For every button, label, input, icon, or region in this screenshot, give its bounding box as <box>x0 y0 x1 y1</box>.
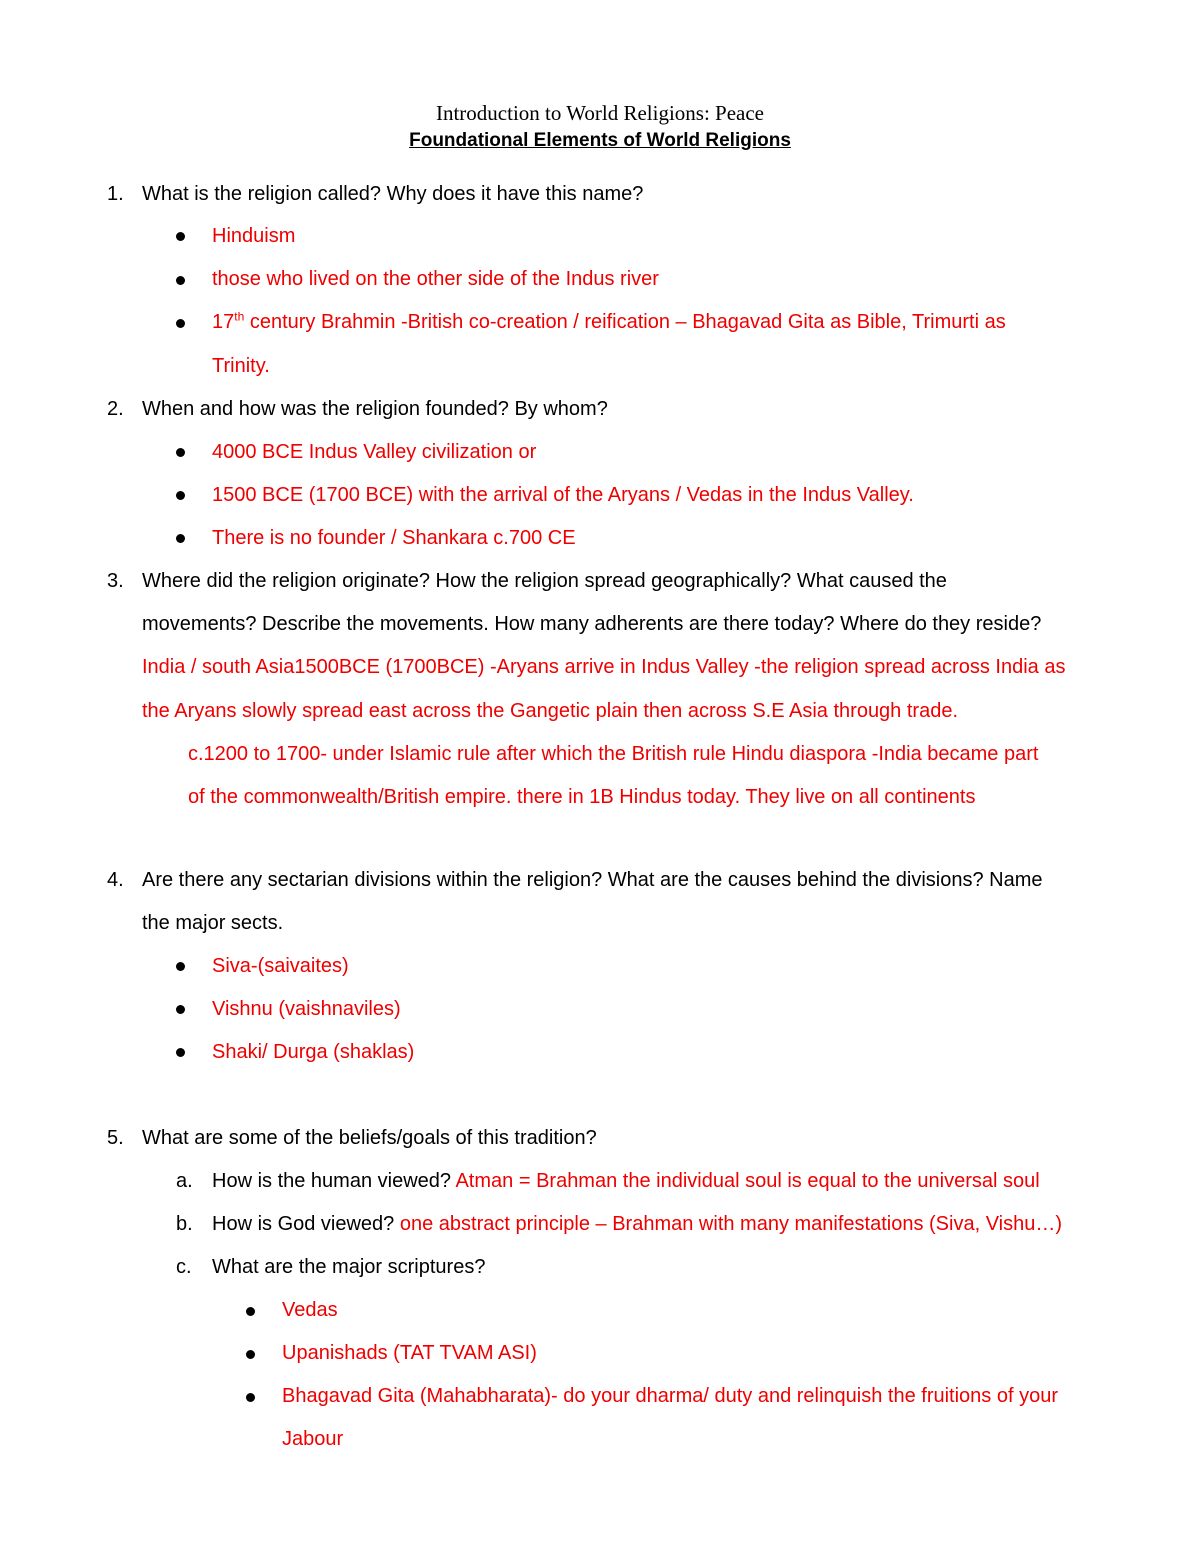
answer-bullet: Vishnu (vaishnaviles) <box>212 998 401 1020</box>
question-text: What is the religion called? Why does it have this name? <box>142 183 644 205</box>
scripture-bullet: Vedas <box>282 1299 338 1321</box>
sub-question-letter: a. <box>176 1170 193 1192</box>
question-number: 4. <box>107 869 124 891</box>
page-subtitle: Foundational Elements of World Religions <box>409 130 791 151</box>
bullet-icon <box>176 319 185 328</box>
answer-text: one abstract principle – Brahman with many manifestations (Siva, Vishu…) <box>399 1213 1063 1235</box>
answer-text: century Brahmin -British co-creation / reification – Bhagavad Gita as Bible, Trimurti as <box>244 311 1006 333</box>
bullet-icon <box>246 1307 255 1316</box>
answer-bullet: Hinduism <box>212 225 296 247</box>
bullet-icon <box>176 232 185 241</box>
question-text: Where did the religion originate? How the religion spread geographically? What caused the <box>142 570 947 592</box>
sub-question-letter: c. <box>176 1256 192 1278</box>
bullet-icon <box>246 1393 255 1402</box>
page-title: Introduction to World Religions: Peace <box>435 101 765 125</box>
answer-bullet: 4000 BCE Indus Valley civilization or <box>212 441 537 463</box>
sub-question-text: How is God viewed? <box>212 1213 400 1235</box>
answer-text: 17 <box>212 311 235 333</box>
question-number: 5. <box>107 1127 124 1149</box>
bullet-icon <box>246 1350 255 1359</box>
question-number: 2. <box>107 398 124 420</box>
scripture-bullet: Bhagavad Gita (Mahabharata)- do your dharma/ duty and relinquish the fruitions of your <box>282 1385 1058 1407</box>
sub-question <box>212 1168 1040 1194</box>
answer-continuation: Trinity. <box>212 355 270 377</box>
question-text: What are some of the beliefs/goals of this tradition? <box>142 1127 597 1149</box>
bullet-icon <box>176 448 185 457</box>
question-text: Are there any sectarian divisions within the religion? What are the causes behind the divisions? Name <box>142 869 1043 891</box>
bullet-icon <box>176 534 185 543</box>
answer-bullet: There is no founder / Shankara c.700 CE <box>212 527 576 549</box>
bullet-icon <box>176 276 185 285</box>
question-number: 1. <box>107 183 124 205</box>
answer-text: of the commonwealth/British empire. there in 1B Hindus today. They live on all continents <box>188 786 976 808</box>
answer-text: the Aryans slowly spread east across the Gangetic plain then across S.E Asia through trade. <box>142 700 959 722</box>
sub-question <box>212 1211 1062 1237</box>
answer-bullet: Shaki/ Durga (shaklas) <box>212 1041 415 1063</box>
question-number: 3. <box>107 570 124 592</box>
answer-bullet: 1500 BCE (1700 BCE) with the arrival of the Aryans / Vedas in the Indus Valley. <box>212 484 914 506</box>
answer-bullet: those who lived on the other side of the Indus river <box>212 268 659 290</box>
bullet-icon <box>176 1048 185 1057</box>
scripture-continuation: Jabour <box>282 1428 344 1450</box>
answer-bullet: Siva-(saivaites) <box>212 955 349 977</box>
question-text: movements? Describe the movements. How many adherents are there today? Where do they reside? <box>142 613 1042 635</box>
bullet-icon <box>176 491 185 500</box>
superscript: th <box>234 309 245 324</box>
question-text: the major sects. <box>142 912 284 934</box>
sub-question-text: What are the major scriptures? <box>212 1256 486 1278</box>
sub-question-text: How is the human viewed? <box>212 1170 456 1192</box>
question-text: When and how was the religion founded? By whom? <box>142 398 608 420</box>
bullet-icon <box>176 962 185 971</box>
sub-question-letter: b. <box>176 1213 193 1235</box>
scripture-bullet: Upanishads (TAT TVAM ASI) <box>282 1342 537 1364</box>
answer-text: c.1200 to 1700- under Islamic rule after which the British rule Hindu diaspora -India became part <box>188 743 1039 765</box>
answer-text: India / south Asia1500BCE (1700BCE) -Aryans arrive in Indus Valley -the religion spread across India as <box>142 656 1066 678</box>
answer-text: Atman = Brahman the individual soul is equal to the universal soul <box>455 1170 1040 1192</box>
answer-bullet <box>212 309 1006 335</box>
bullet-icon <box>176 1005 185 1014</box>
